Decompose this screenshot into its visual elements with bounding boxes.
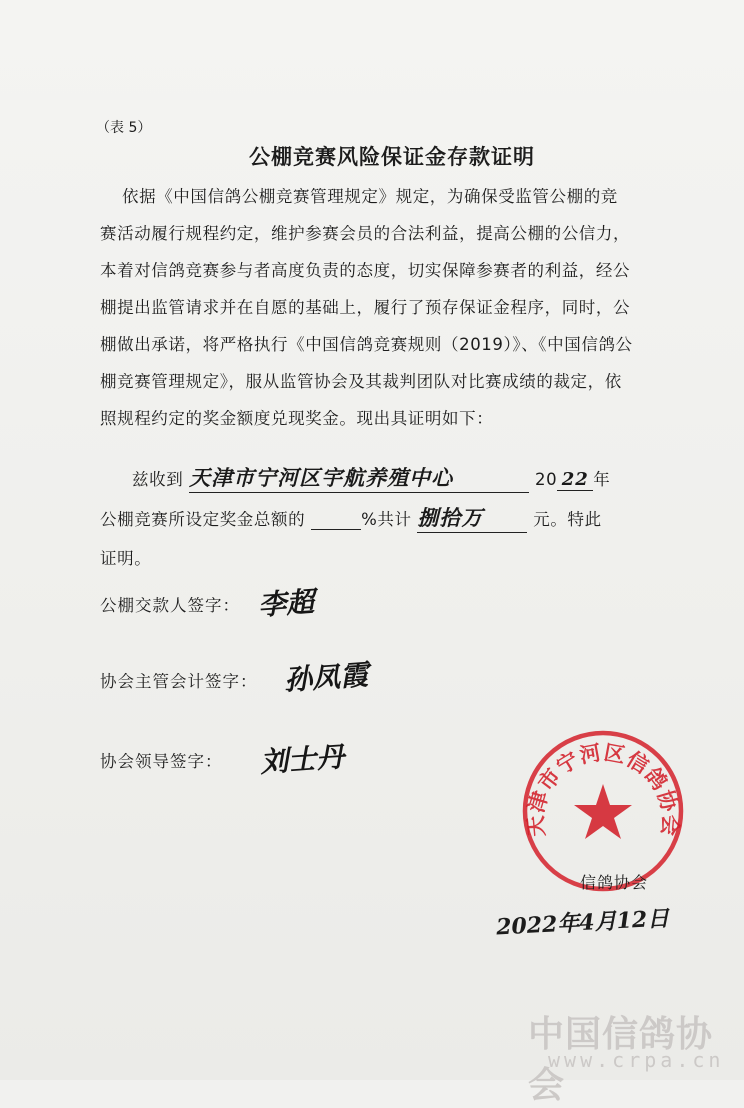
table-label: （表 5） (96, 120, 152, 136)
watermark-title: 中国信鸽协会 (528, 1014, 714, 1106)
paragraph-line: 棚提出监管请求并在自愿的基础上，履行了预存保证金程序，同时，公 (100, 298, 631, 317)
paragraph-line: 棚竞赛管理规定》，服从监管协会及其裁判团队对比赛成绩的裁定，依 (100, 372, 622, 391)
paragraph-line: 本着对信鸽竞赛参与者高度负责的态度，切实保障参赛者的利益，经公 (100, 261, 631, 280)
total-amount: 捌拾万 (417, 502, 527, 533)
accountant-signature: 孙凤霞 (283, 658, 370, 697)
seal-text: 天津市宁河区信鸽协会 (523, 740, 683, 838)
amount-unit: 元。特此 (533, 510, 602, 529)
paragraph-line: 赛活动履行规程约定，维护参赛会员的合法利益，提高公棚的公信力， (100, 224, 631, 243)
watermark-url: www.crpa.cn (548, 1048, 725, 1072)
depositor-signature: 李超 (257, 585, 316, 622)
year-suffix: 22 (557, 469, 593, 491)
document-title: 公棚竞赛风险保证金存款证明 (249, 145, 535, 169)
receipt-prefix: 兹收到 (132, 470, 184, 489)
payer-name: 天津市宁河区宇航养殖中心 (189, 462, 529, 493)
receipt-line2-prefix: 公棚竞赛所设定奖金总额的 (100, 510, 306, 529)
depositor-signature-label: 公棚交款人签字： (100, 596, 240, 615)
accountant-signature-label: 协会主管会计签字： (100, 672, 258, 691)
receipt-line-3: 证明。 (100, 549, 152, 568)
paragraph-line: 棚做出承诺，将严格执行《中国信鸽竞赛规则（2019）》、《中国信鸽公 (100, 335, 633, 354)
issuing-organization: 信鸽协会 (580, 873, 649, 892)
percent-blank (311, 510, 361, 530)
leader-signature-label: 协会领导签字： (100, 752, 223, 771)
receipt-line-2 (100, 502, 675, 533)
year-unit: 年 (593, 470, 611, 489)
paragraph-line: 照规程约定的奖金额度兑现奖金。现出具证明如下： (100, 409, 494, 428)
issue-date: 2022年4月12日 (495, 905, 670, 941)
paragraph-line: 依据《中国信鸽公棚竞赛管理规定》规定，为确保受监管公棚的竞 (122, 187, 618, 206)
leader-signature: 刘士丹 (259, 740, 346, 779)
receipt-line-1 (132, 462, 707, 493)
percent-label: %共计 (361, 510, 412, 529)
year-prefix: 20 (535, 470, 558, 489)
